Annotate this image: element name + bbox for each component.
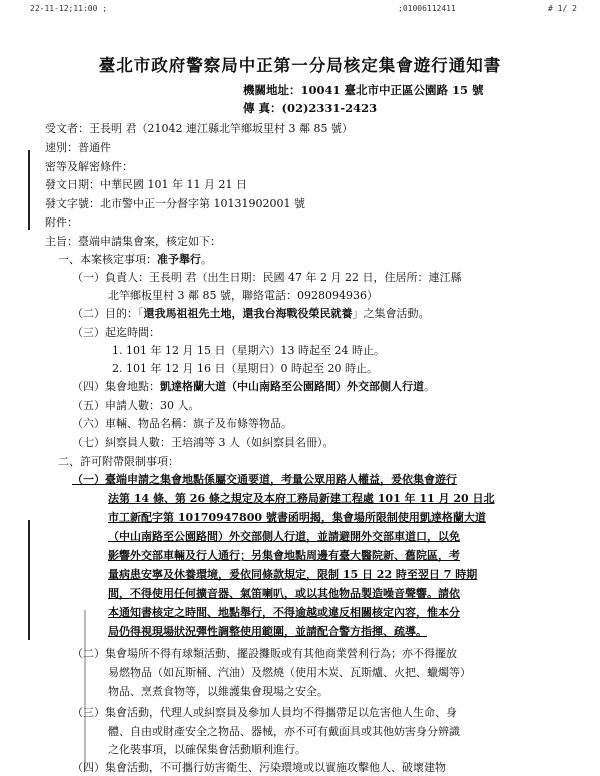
scan-mark <box>84 610 86 770</box>
document-number: 發文字號：北市警中正一分督字第 10131902001 號 <box>45 197 305 210</box>
item-location: （四）集會地點：凱達格蘭大道（中山南路至公園路間）外交部側人行道。 <box>72 380 435 393</box>
recipient: 受文者：王長明 君（21042 連江縣北竿鄉坂里村 3 鄰 85 號） <box>45 122 353 135</box>
agency-address: 機關地址：10041 臺北市中正區公園路 15 號 <box>243 83 484 97</box>
item-person-in-charge: （一）負責人：王長明 君（出生日期：民國 47 年 2 月 22 日，住居所：連江縣 <box>72 271 462 284</box>
item-purpose: （二）目的：「還我馬祖祖先土地，還我台海戰役榮民就養」之集會活動。 <box>72 307 430 320</box>
item-marshals: （七）糾察員人數：王培鴻等 3 人（如糾察員名冊）。 <box>72 436 334 449</box>
restriction-line: 量病患安寧及休養環境，爰依同條款規定，限制 15 日 22 時至翌日 7 時期 <box>108 568 478 581</box>
fax-page: # 1/ 2 <box>548 4 577 13</box>
restriction-line: （二）集會場所不得有球類活動、擺設攤販或有其他商業營利行為；亦不得擺放 <box>72 647 457 660</box>
time-2: 2. 101 年 12 月 16 日（星期日）0 時起至 20 時止。 <box>112 362 378 375</box>
item-time: （三）起迄時間： <box>72 326 160 339</box>
fax-number: ;01006112411 <box>398 4 456 13</box>
restriction-line: （一）臺端申請之集會地點係屬交通要道，考量公眾用路人權益，爰依集會遊行 <box>72 473 457 486</box>
restriction-line: 局仍得視現場狀況彈性調整使用範圍，並請配合警方指揮、疏導。 <box>108 625 427 638</box>
restriction-line: 間，不得使用任何擴音器、氣笛喇叭，或以其他物品製造噪音聲響。請依 <box>108 587 460 600</box>
issue-date: 發文日期：中華民國 101 年 11 月 21 日 <box>45 178 247 191</box>
restriction-line: （中山南路至公園路間）外交部側人行道，並請避開外交部車道口，以免 <box>108 530 460 543</box>
item-vehicles: （六）車輛、物品名稱：旗子及布條等物品。 <box>72 417 292 430</box>
restriction-line: 物品、烹煮食物等，以維護集會現場之安全。 <box>108 685 328 698</box>
section-1-heading: 一、本案核定事項：准予舉行。 <box>58 253 212 266</box>
restriction-line: 影響外交部車輛及行人通行；另集會地點周邊有臺大醫院新、舊院區，考 <box>108 549 460 562</box>
restriction-line: （三）集會活動，代理人或糾察員及參加人員均不得攜帶足以危害他人生命、身 <box>72 706 457 719</box>
restriction-line: 本通知書核定之時間、地點舉行，不得逾越或違反相關核定內容，惟本分 <box>108 606 460 619</box>
fax-timestamp: 22-11-12;11:00 ; <box>30 4 108 13</box>
fax-header <box>0 4 600 16</box>
restriction-line: 體、自由或財產安全之物品、器械，亦不可有戴面具或其他妨害身分辨識 <box>108 725 460 738</box>
subject: 主旨：臺端申請集會案，核定如下： <box>45 235 221 248</box>
item-headcount: （五）申請人數：30 人。 <box>72 399 200 412</box>
time-1: 1. 101 年 12 月 15 日（星期六）13 時起至 24 時止。 <box>112 344 385 357</box>
restriction-line: 易燃物品（如瓦斯桶、汽油）及燃燒（使用木炭、瓦斯爐、火把、蠟燭等） <box>108 666 471 679</box>
restriction-line: 法第 14 條、第 26 條之規定及本府工務局新建工程處 101 年 11 月 20 日北 <box>108 492 495 505</box>
item-person-in-charge-cont: 北竿鄉板里村 3 鄰 85 號，聯絡電話：0928094936） <box>108 289 378 302</box>
attachment: 附件： <box>45 216 78 229</box>
scan-mark <box>28 520 30 640</box>
restriction-4: （四）集會活動，不可攜行妨害衛生、污染環境或以實施攻擊他人、破壞建物 <box>72 761 446 774</box>
section-2-heading: 二、許可附帶限制事項： <box>58 455 179 468</box>
urgency: 速別：普通件 <box>45 141 111 154</box>
restriction-line: 之化裝事項，以確保集會活動順利進行。 <box>108 743 306 756</box>
agency-fax: 傳 真：(02)2331-2423 <box>243 101 378 115</box>
document-title: 臺北市政府警察局中正第一分局核定集會遊行通知書 <box>98 56 502 75</box>
scan-mark <box>28 150 30 230</box>
restriction-line: 市工新配字第 10170947800 號書函明揭，集會場所限制使用凱達格蘭大道 <box>108 511 486 524</box>
secrecy: 密等及解密條件： <box>45 160 133 173</box>
